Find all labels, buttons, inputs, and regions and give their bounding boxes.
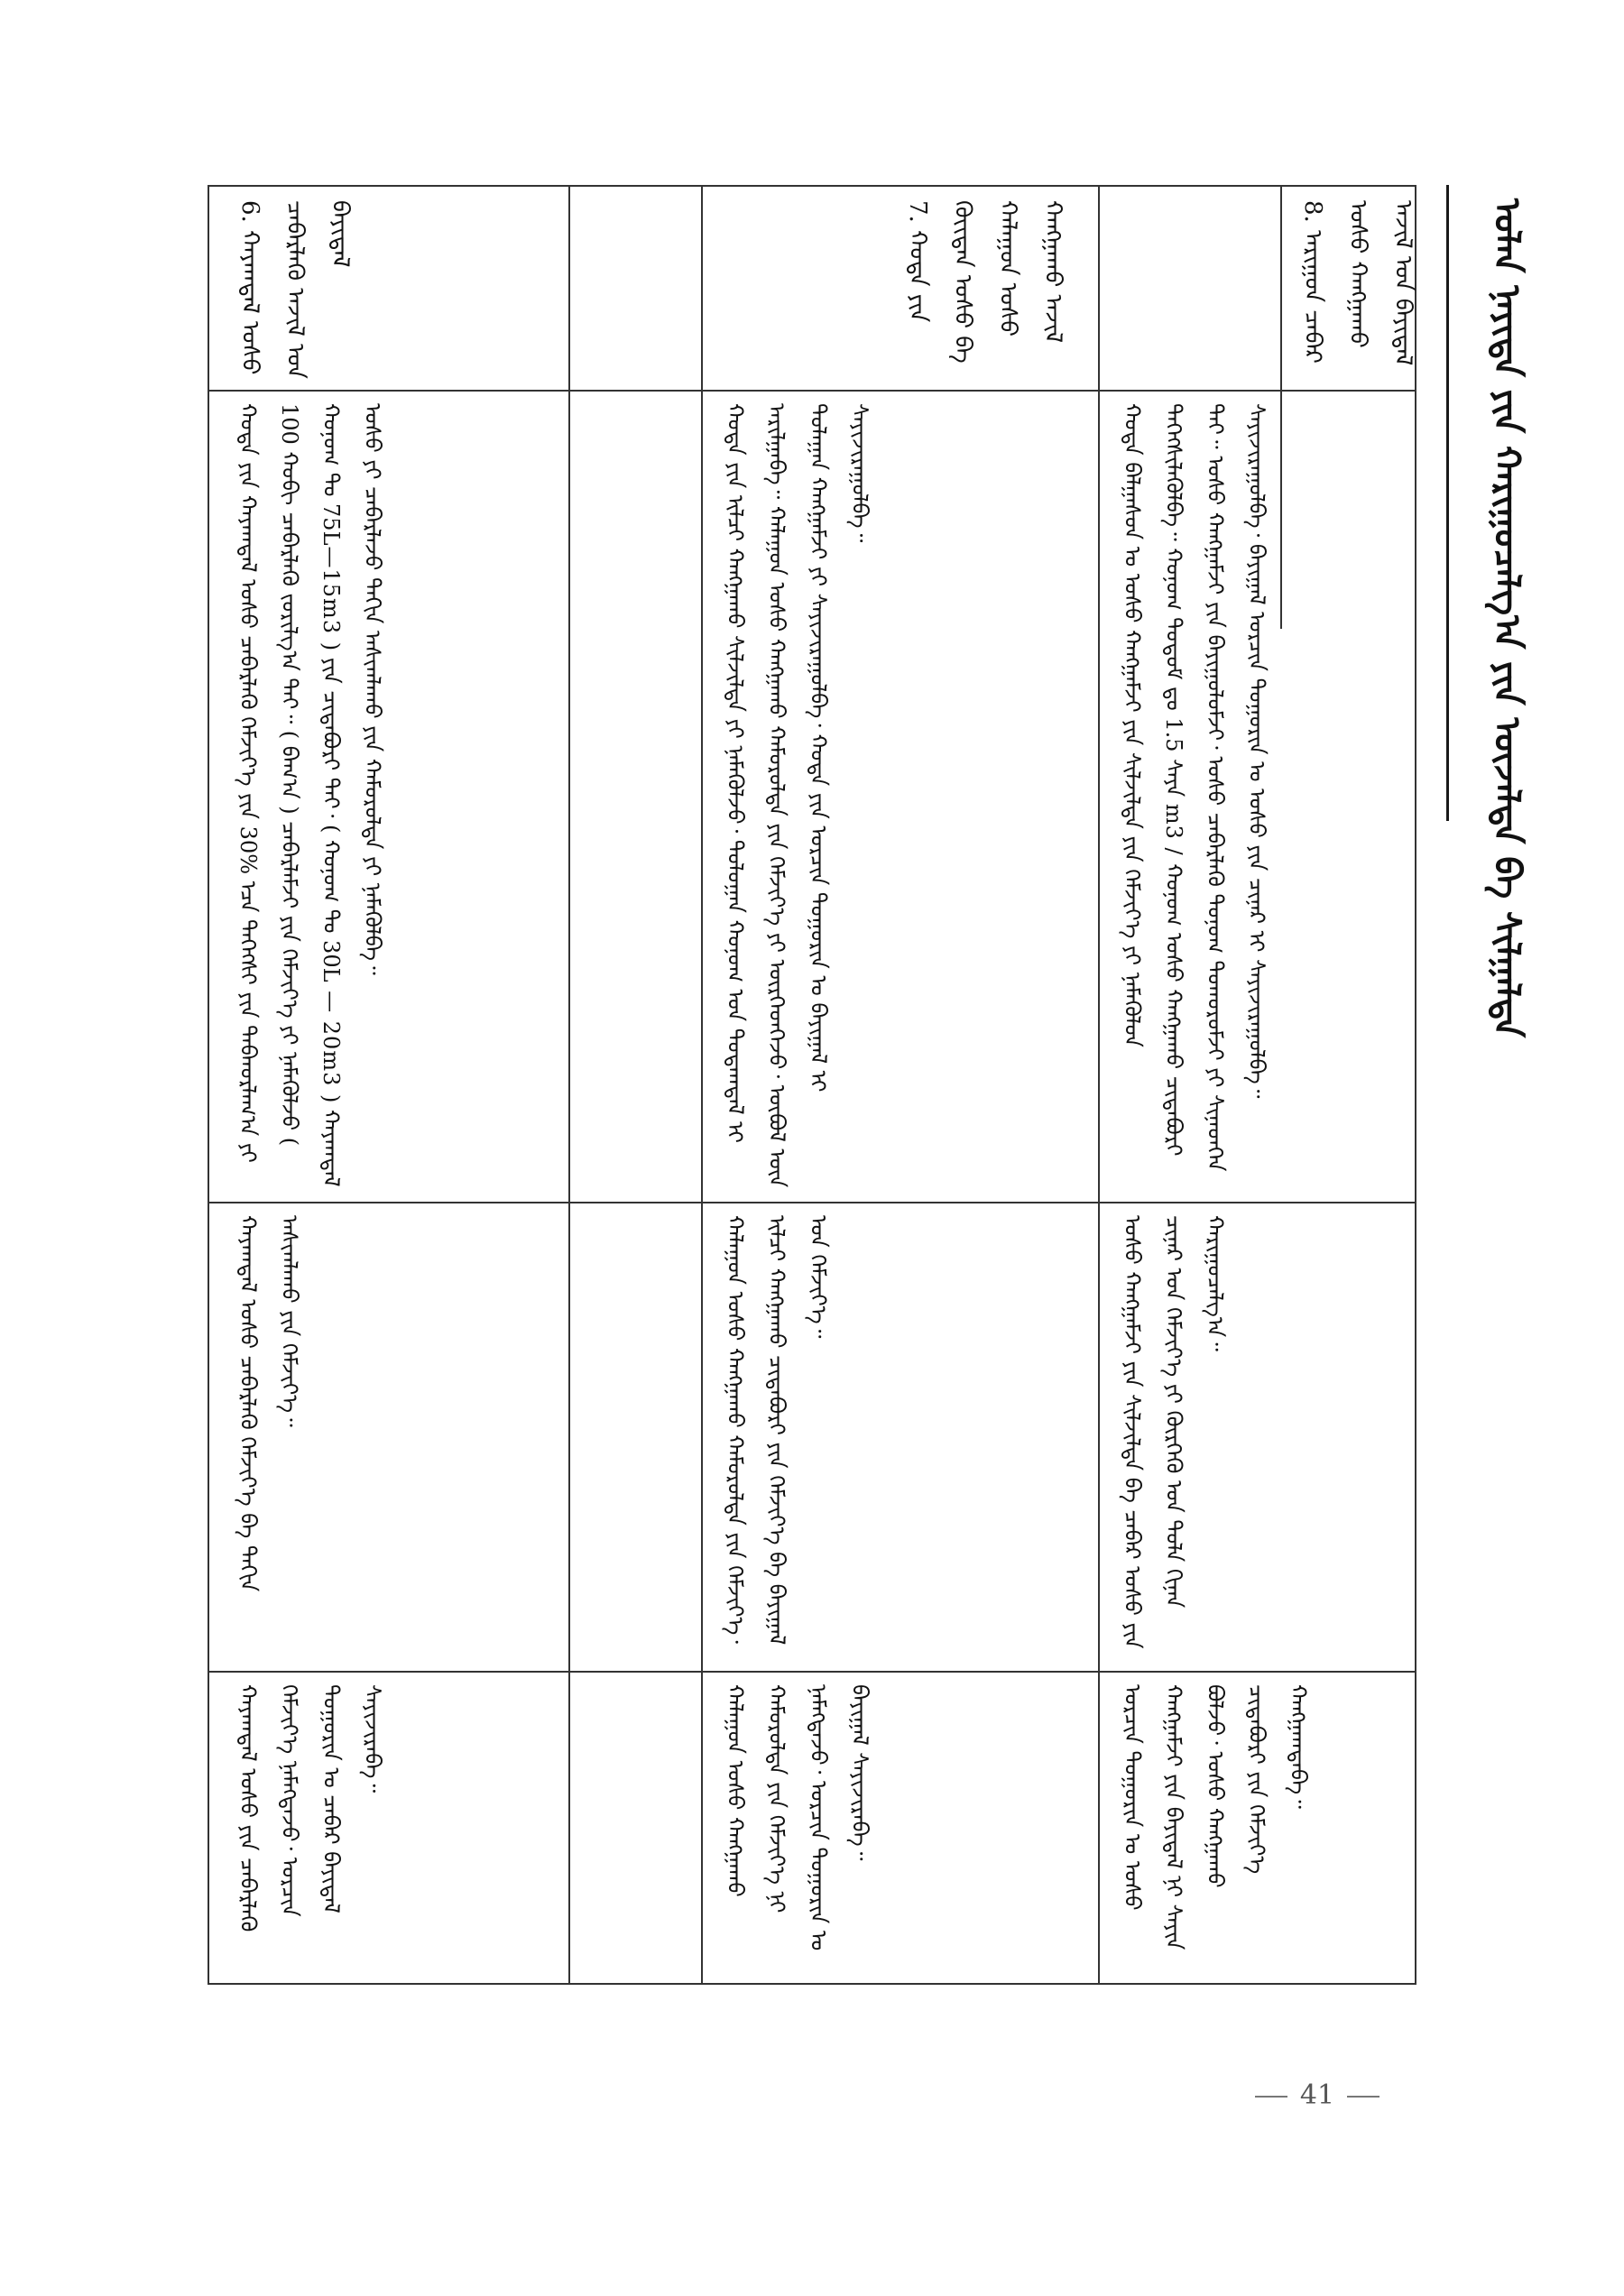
content-line: ᠬᠣᠨᠤᠭ ᠲᠤᠲᠤᠮ ᠳᠤ 1.5 ᠰᠠᠶᠠ m3 / ᠬᠣᠨᠤᠭ ᠤᠰᠤ ᠬᠠᠩᠭᠠᠬᠤ ᠴᠢᠳᠠᠪᠤᠷᠢ ᠲᠠᠶ᠃ [1161, 403, 1228, 1157]
row-label [1290, 200, 1416, 381]
table-header-divider [209, 390, 1415, 392]
content-table [208, 185, 1416, 1985]
row-number: 7. [904, 200, 931, 223]
row-label-text: ᠠᠷᠢᠭᠤᠨ ᠴᠡᠪᠡᠷ ᠤᠰᠤ ᠬᠠᠩᠭᠠᠬᠤ ᠠᠵᠢᠯ ᠤᠨ ᠪᠠᠶᠢᠳᠠᠯ [1299, 200, 1416, 366]
row-standard: ᠬᠠᠯᠠᠭᠤᠨ ᠤᠰᠤ ᠬᠠᠩᠭᠠᠬᠤ ᠬᠠᠮᠤᠷᠤᠯᠲᠠ ᠶᠢᠨ ᠬᠡᠮᠵᠢᠶ᠎ᠡ᠂ ᠢᠯᠴᠢ ᠬᠠᠩᠭᠠᠬᠤ ᠴᠢᠳᠠᠪᠤᠷᠢ ᠶᠢᠨ ᠬᠡᠮᠵᠢᠶ᠎ᠡ ᠪᠠ ᠪᠠᠶᠢᠭᠠᠯ ᠤᠨ ᠬᠡᠮᠵᠢᠶ᠎ᠡ᠃ [723, 1215, 831, 1646]
row-standard: ᠤᠰᠤ ᠬᠠᠩᠭᠠᠮᠵᠢ ᠶᠢᠨ ᠰᠢᠯᠵᠢᠯᠲᠡ ᠪᠠ ᠴᠡᠪᠡᠷ ᠤᠰᠤ ᠶᠢᠨ ᠴᠢᠨᠠᠷ ᠤᠨ ᠬᠡᠮᠵᠢᠶ᠎ᠡ ᠶᠢ ᠬᠦᠷᠭᠡᠬᠦ ᠤᠨ ᠲᠤᠯᠠ ᠬᠢᠨᠠᠨ ᠬᠠᠷᠢᠭᠤᠴᠠᠯᠭ᠎ᠠ᠃ [1120, 1215, 1228, 1649]
page-header-title: ᠣᠯᠠᠨ ᠨᠡᠶᠢᠲᠡ ᠶᠢᠨ ᠬᠠᠷᠢᠭᠤᠴᠠᠯᠭ᠎ᠠ ᠶᠢᠨ ᠦᠵᠡᠯᠲᠡ ᠪᠠ ᠰᠢᠯᠭᠠᠯᠲᠠ [1486, 198, 1528, 1038]
row-divider-7-6 [701, 187, 703, 1983]
table-row-divider-1 [209, 1202, 1415, 1203]
content-line: ᠬᠣᠲᠠ ᠪᠠᠯᠭᠠᠰᠤᠨ ᠤ ᠤᠰᠤ ᠬᠠᠩᠭᠠᠮᠵᠢ ᠶᠢᠨ ᠰᠢᠯᠵᠢᠯᠲᠡ ᠶᠢᠨ ᠬᠡᠮᠵᠢᠶ᠎ᠡ ᠶᠢ ᠨᠡᠮᠡᠭᠦᠯᠦᠨ ᠳᠡᠭᠡᠭᠰᠢᠯᠡᠭᠦᠯᠪᠡ᠃ [1120, 403, 1186, 1047]
row-number: 6. [236, 200, 263, 223]
content-line: ( ᠬᠣᠨᠤᠭ ᠲᠤ 30L — 20m3 ) ᠬᠠᠶᠠᠭᠳᠠᠯ ᠤᠰᠤ ᠶᠢ ᠴᠡᠪᠡᠷᠯᠡᠵᠦ ᠳᠠᠬᠢᠨ ᠠᠰᠢᠭᠯᠠᠬᠤ ᠶᠢᠨ ᠬᠠᠮᠤᠷᠤᠯᠲᠠ ᠶᠢ ᠨᠡᠮᠡᠭᠦᠯᠪᠡ᠃ [318, 403, 385, 1187]
row-result: ᠣᠷᠴᠢᠨ ᠲᠣᠭᠣᠷᠢᠨ ᠤ ᠤᠰᠤ ᠬᠠᠩᠭᠠᠮᠵᠢ ᠶᠢᠨ ᠪᠠᠶᠢᠳᠠᠯ ᠨᠢ ᠰᠠᠶᠢᠨ ᠪᠣᠯᠵᠤ᠂ ᠤᠰᠤ ᠬᠠᠩᠭᠠᠬᠤ ᠴᠢᠳᠠᠪᠤᠷᠢ ᠶᠢᠨ ᠬᠡᠮᠵᠢᠶ᠎ᠡ ᠬᠠᠩᠭᠠᠭᠳᠠᠪᠠ᠃ [1120, 1684, 1311, 1950]
page-number [1227, 2079, 1407, 2116]
row-content [715, 403, 1084, 1188]
row-content [1112, 403, 1274, 1188]
row-label-text: ᠬᠠᠶᠠᠭᠳᠠᠯ ᠤᠰᠤ ᠴᠡᠪᠡᠷᠯᠡᠬᠦ ᠠᠵᠢᠯ ᠤᠨ ᠪᠠᠶᠢᠳᠠᠯ [236, 200, 354, 379]
page-number-dash-left [1255, 2096, 1287, 2098]
table-divider-inner [1280, 187, 1282, 629]
content-line: ᠬᠣᠲᠠ ᠶᠢᠨ ᠬᠠᠶᠠᠭᠳᠠᠯ ᠤᠰᠤ ᠴᠡᠪᠡᠷᠯᠡᠬᠦ ᠬᠡᠮᠵᠢᠶ᠎ᠡ ᠶᠢᠨ 30% ᠡᠴᠡ ᠳᠡᠭᠡᠭᠰᠢ ᠶᠢᠨ ᠳᠠᠪᠬᠤᠷᠯᠠᠭ᠎ᠠ ᠶᠢ 100 ᠬᠤᠪᠢ ᠴᠡᠪᠡᠷᠯᠡᠬᠦ ᠵᠣᠷᠢᠯᠭ᠎ᠠ ᠲᠠᠶ᠃ [235, 403, 302, 1163]
table-row-divider-2 [209, 1671, 1415, 1673]
page-number-text: 41 [1299, 2079, 1335, 2111]
content-line: ( ᠪᠠᠭ᠎ᠠ ) ᠴᠡᠪᠡᠷᠯᠡᠮᠵᠢ ᠶᠢᠨ ᠬᠡᠮᠵᠢᠶ᠎ᠡ ᠶᠢ ᠨᠡᠮᠡᠭᠦᠯᠵᠦ ( ᠬᠣᠨᠤᠭ ᠲᠤ 75L—15m3 ) ᠶᠢᠨ ᠴᠢᠳᠠᠪᠤᠷᠢ ᠲᠠᠶ᠂ [277, 403, 344, 1147]
row-number: 8. [1299, 200, 1326, 223]
row-label [227, 200, 408, 381]
content-line: ᠬᠣᠲᠠ ᠶᠢᠨ ᠢᠯᠴᠢ ᠬᠠᠩᠭᠠᠬᠤ ᠰᠢᠯᠵᠢᠯᠲᠡ ᠶᠢ ᠨᠡᠮᠡᠭᠦᠯᠵᠦ᠂ ᠳᠣᠯᠣᠭᠠᠨ ᠬᠣᠨᠤᠭ ᠤᠨ ᠳᠤᠲᠠᠭᠳᠠᠯ ᠢ ᠠᠷᠢᠯᠭᠠᠪᠠ᠃ [723, 403, 789, 1143]
row-divider-8-7 [1098, 187, 1100, 1983]
row-standard: ᠬᠠᠶᠠᠭᠳᠠᠯ ᠤᠰᠤ ᠴᠡᠪᠡᠷᠯᠡᠬᠦ ᠬᠡᠮᠵᠢᠶ᠎ᠡ ᠪᠠ ᠳᠠᠬᠢᠨ ᠠᠰᠢᠭᠯᠠᠬᠤ ᠶᠢᠨ ᠬᠡᠮᠵᠢᠶ᠎ᠡ᠃ [235, 1215, 302, 1592]
row-label [895, 200, 1084, 381]
header-rule [1446, 185, 1449, 821]
row-label-text: ᠬᠣᠲᠠ ᠶᠢᠨ ᠬᠦᠢᠲᠡᠨ ᠤᠰᠤ ᠪᠠ ᠬᠠᠯᠠᠭᠤᠨ ᠤᠰᠤ ᠬᠠᠩᠭᠠᠬᠤ ᠠᠵᠢᠯ [904, 200, 1066, 364]
row-result: ᠬᠠᠶᠠᠭᠳᠠᠯ ᠤᠰᠤ ᠶᠢᠨ ᠴᠡᠪᠡᠷᠯᠡᠬᠦ ᠬᠡᠮᠵᠢᠶ᠎ᠡ ᠨᠡᠮᠡᠭᠳᠡᠵᠦ᠂ ᠣᠷᠴᠢᠨ ᠲᠣᠭᠣᠷᠢᠨ ᠤ ᠴᠡᠪᠡᠷ ᠪᠠᠶᠢᠳᠠᠯ ᠰᠠᠶᠢᠵᠢᠷᠠᠪᠠ᠃ [235, 1684, 385, 1932]
page-number-dash-right [1347, 2096, 1379, 2098]
row-result: ᠬᠠᠯᠠᠭᠤᠨ ᠤᠰᠤ ᠬᠠᠩᠭᠠᠬᠤ ᠬᠠᠮᠤᠷᠤᠯᠲᠠ ᠶᠢᠨ ᠬᠡᠮᠵᠢᠶ᠎ᠡ ᠨᠢ ᠨᠡᠮᠡᠭᠳᠡᠵᠦ᠂ ᠣᠷᠴᠢᠨ ᠲᠣᠭᠣᠷᠢᠨ ᠤ ᠪᠠᠶᠢᠭᠠᠯ ᠰᠠᠶᠢᠵᠢᠷᠠᠪᠠ᠃ [723, 1684, 872, 1951]
row-content [227, 403, 687, 1188]
content-line: ᠤᠰᠤ ᠬᠠᠩᠭᠠᠮᠵᠢ ᠶᠢᠨ ᠪᠠᠶᠢᠭᠤᠯᠤᠮᠵᠢ᠂ ᠤᠰᠤ ᠴᠡᠪᠡᠷᠯᠡᠬᠦ ᠲᠣᠨᠤᠭ ᠲᠣᠬᠤᠷᠤᠮᠵᠢ ᠶᠢ ᠰᠢᠨᠡᠳᠬᠡᠨ ᠰᠠᠶᠢᠵᠢᠷᠠᠭᠤᠯᠪᠠ᠂ ᠪᠠᠶᠢᠭᠠᠯ ᠣᠷᠴᠢᠨ ᠲᠣᠭᠣᠷᠢᠨ ᠤ ᠤᠰᠤ ᠶᠢᠨ ᠴᠢᠨᠠᠷ ᠢ ᠰᠠᠶᠢᠵᠢᠷᠠᠭᠤᠯᠪᠠ᠃ [1203, 403, 1269, 1172]
content-line: ᠬᠠᠯᠠᠭᠤᠨ ᠤᠰᠤ ᠬᠠᠩᠭᠠᠬᠤ ᠬᠠᠮᠤᠷᠤᠯᠲᠠ ᠶᠢᠨ ᠬᠡᠮᠵᠢᠶ᠎ᠡ ᠶᠢ ᠥᠷᠭᠡᠳᠭᠡᠵᠦ᠂ ᠥᠪᠦᠯ ᠦᠨ ᠳᠤᠯᠠᠭᠠᠨ ᠬᠠᠩᠭᠠᠮᠵᠢ ᠶᠢ ᠰᠠᠶᠢᠵᠢᠷᠠᠭᠤᠯᠪᠠ᠂ ᠬᠣᠲᠠ ᠶᠢᠨ ᠣᠷᠴᠢᠨ ᠲᠣᠭᠣᠷᠢᠨ ᠤ ᠪᠠᠶᠢᠭᠠᠯ ᠢ ᠰᠠᠶᠢᠵᠢᠷᠠᠭᠤᠯᠪᠠ᠃ [764, 403, 872, 1188]
